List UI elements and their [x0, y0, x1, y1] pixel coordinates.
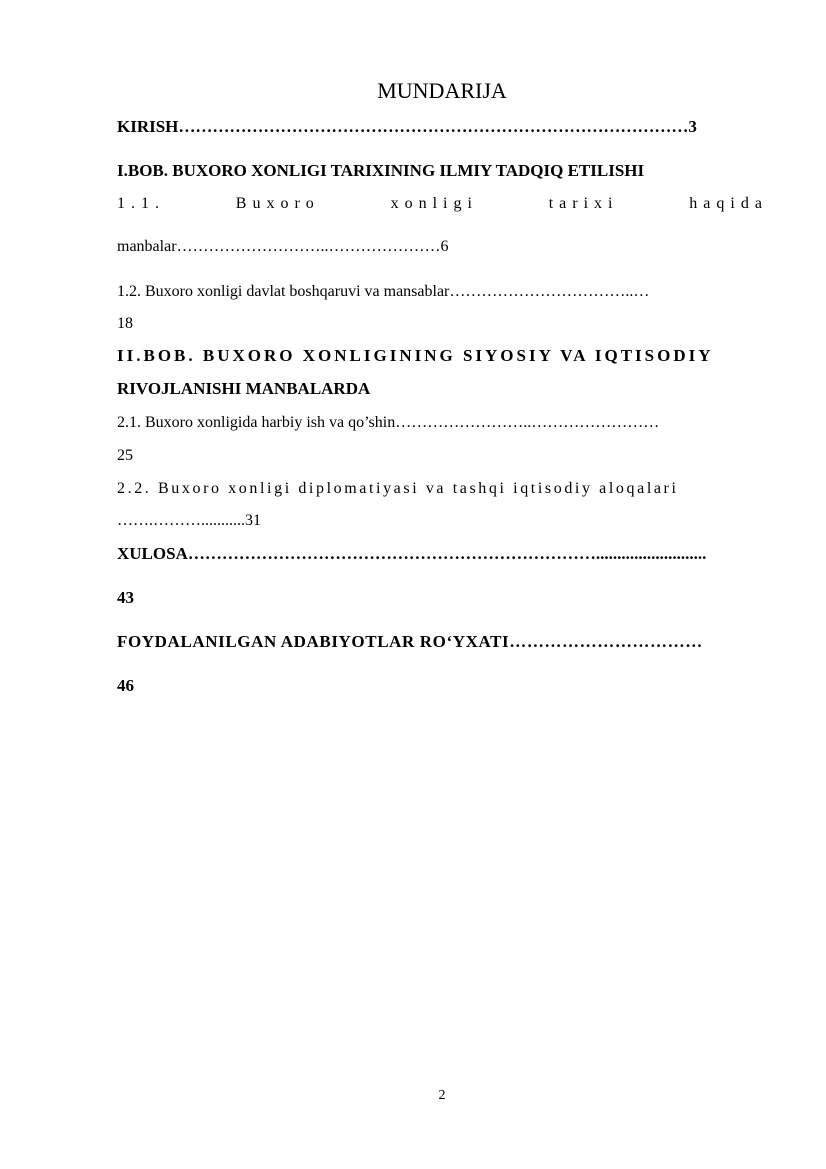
toc-entry-1-2-line1: 1.2. Buxoro xonligi davlat boshqaruvi va mansablar……………………………..…: [117, 283, 650, 300]
toc-entry-2-1-page: 25: [117, 447, 133, 464]
toc-entry-2-2-line1: 2.2. Buxoro xonligi diplomatiyasi va tashqi iqtisodiy aloqalari: [117, 480, 679, 497]
toc-chapter-2-line1-text: II.BOB. BUXORO XONLIGINING SIYOSIY VA IQTISODIY: [117, 346, 714, 365]
toc-entry-kirish: KIRISH………………………………………………………………………………3: [117, 117, 697, 136]
toc-chapter-1-heading: I.BOB. BUXORO XONLIGI TARIXINING ILMIY TADQIQ ETILISHI: [117, 161, 645, 180]
toc-entry-1-1-word: 1.1.: [117, 195, 165, 212]
toc-entry-2-1-line1: 2.1. Buxoro xonligida harbiy ish va qo’shin……………………..……………………: [117, 414, 660, 431]
toc-chapter-2-line2: RIVOJLANISHI MANBALARDA: [117, 379, 371, 398]
toc-entry-foydalanilgan: FOYDALANILGAN ADABIYOTLAR RO‘YXATI……………………………: [117, 632, 703, 651]
toc-entry-xulosa-page: 43: [117, 588, 134, 607]
toc-entry-1-2-page: 18: [117, 315, 133, 332]
toc-entry-1-1-word: Buxoro: [235, 195, 320, 212]
toc-entry-2-2-line2: …….………...........31: [117, 512, 261, 529]
toc-entry-1-1-word: xonligi: [390, 195, 478, 212]
toc-entry-1-1-line2: manbalar………………………..…………………6: [117, 238, 449, 255]
toc-entry-1-1-line1: [117, 193, 768, 215]
toc-entry-1-1-word: tarixi: [548, 195, 619, 212]
page-number: 2: [438, 1088, 446, 1103]
toc-chapter-2-line1: [117, 345, 768, 367]
toc-entry-foydalanilgan-page: 46: [117, 676, 134, 695]
toc-entry-1-1-word: haqida: [689, 195, 768, 212]
toc-entry-xulosa: XULOSA………………………………………………………………..........................: [117, 544, 707, 563]
page-title: MUNDARIJA: [377, 78, 507, 103]
